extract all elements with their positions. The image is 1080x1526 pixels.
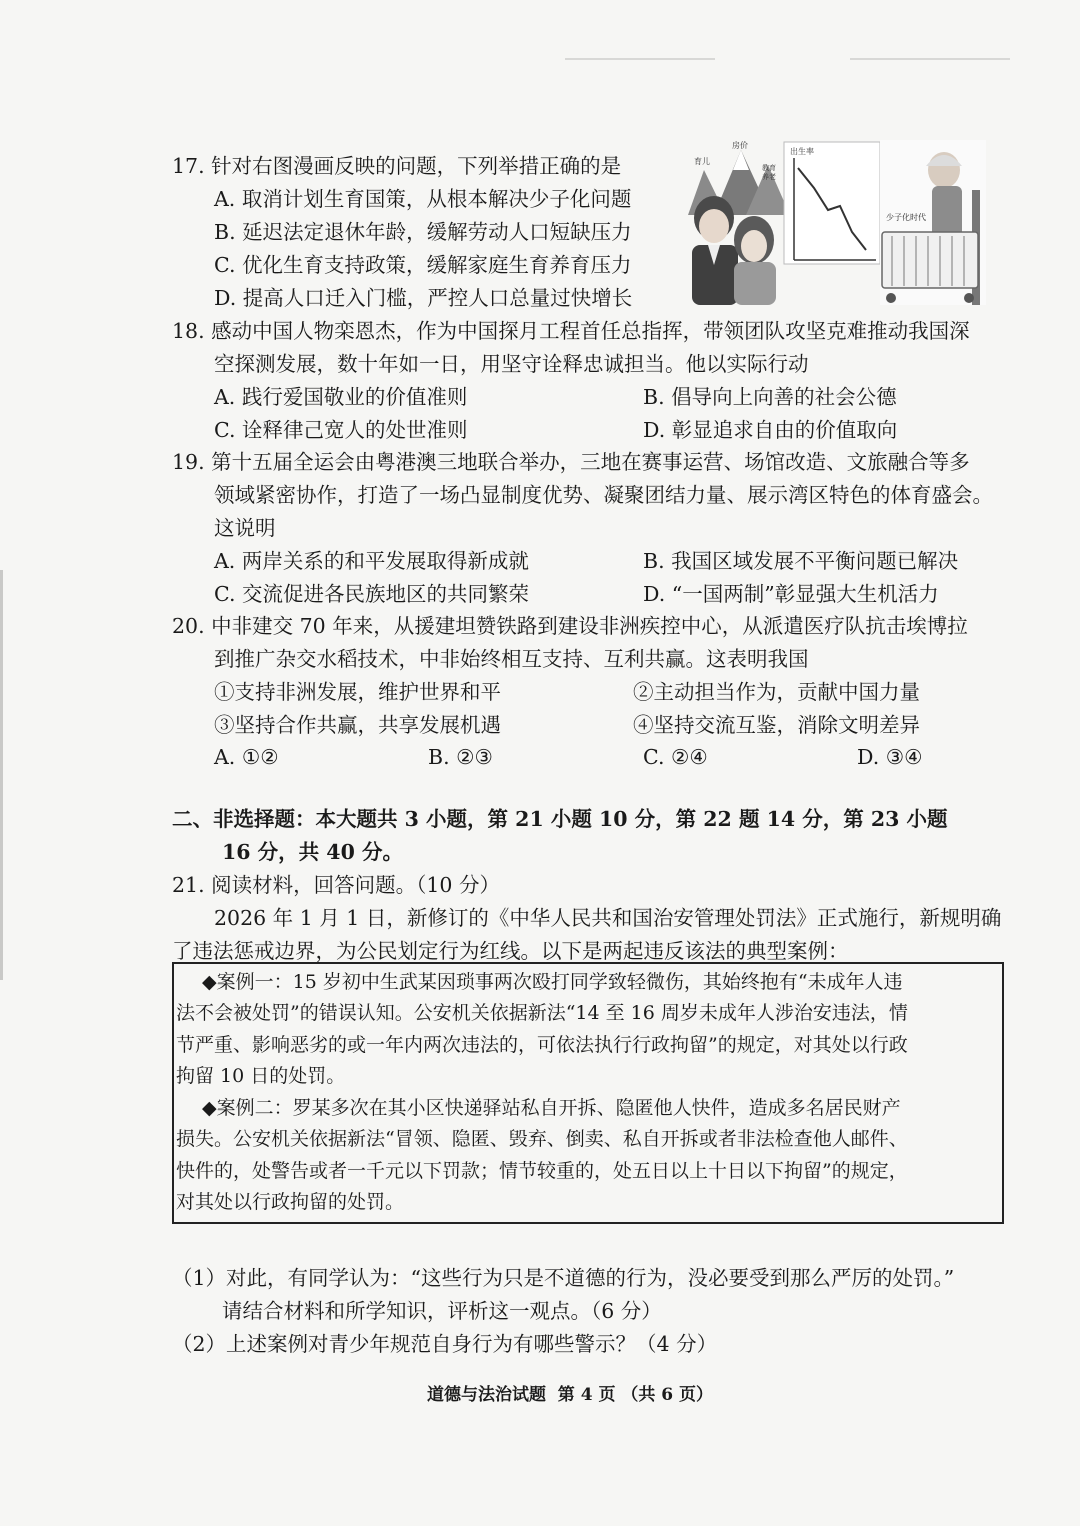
page-footer: 道德与法治试题 第 4 页 （共 6 页） (426, 1385, 714, 1405)
case2-line4: 对其处以行政拘留的处罚。 (176, 1191, 405, 1213)
q20-statement-4: ④坚持交流互鉴，消除文明差异 (633, 713, 920, 737)
q21-material-line1: 2026 年 1 月 1 日，新修订的《中华人民共和国治安管理处罚法》正式施行，新规明确 (214, 906, 1002, 930)
q18-option-a: A. 践行爱国敬业的价值准则 (214, 385, 468, 409)
cartoon-label-childcare: 育儿 (694, 157, 710, 166)
q20-line1: 20. 中非建交 70 年来，从援建坦赞铁路到建设非洲疾控中心，从派遣医疗队抗击埃博拉 (172, 614, 968, 638)
crib-wheel (886, 293, 896, 303)
era-label: 少子化时代 (886, 213, 926, 222)
woman-body (734, 262, 776, 305)
q20-option-b: B. ②③ (428, 745, 493, 769)
case1-line4: 拘留 10 日的处罚。 (176, 1065, 346, 1087)
case2-line3: 快件的，处警告或者一千元以下罚款；情节较重的，处五日以上十日以下拘留”的规定， (176, 1160, 908, 1182)
q18-line2: 空探测发展，数十年如一日，用坚守诠释忠诚担当。他以实际行动 (214, 352, 809, 376)
man-face (699, 209, 729, 243)
cartoon-label-housing: 房价 (732, 141, 748, 150)
q20-statement-2: ②主动担当作为，贡献中国力量 (633, 680, 920, 704)
q17-option-a: A. 取消计划生育国策，从根本解决少子化问题 (214, 187, 632, 211)
cartoon-label-education: 教育 (762, 165, 776, 172)
case2-line1: ◆案例二：罗某多次在其小区快递驿站私自开拆、隐匿他人快件，造成多名居民财产 (202, 1097, 901, 1119)
section2-heading-line1: 二、非选择题：本大题共 3 小题，第 21 小题 10 分，第 22 题 14 分，第 23 小题 (172, 807, 948, 831)
page-edge-shadow (0, 570, 3, 980)
q17-option-d: D. 提高人口迁入门槛，严控人口总量过快增长 (214, 286, 633, 310)
chart-panel (784, 142, 880, 264)
q17-option-c: C. 优化生育支持政策，缓解家庭生育养育压力 (214, 253, 632, 277)
q20-option-c: C. ②④ (643, 745, 708, 769)
q20-statement-3: ③坚持合作共赢，共享发展机遇 (214, 713, 501, 737)
q19-option-c: C. 交流促进各民族地区的共同繁荣 (214, 582, 529, 606)
case-box (172, 962, 1004, 1224)
q21-stem: 21. 阅读材料，回答问题。（10 分） (172, 873, 500, 897)
crib-wheel (964, 293, 974, 303)
q17-cartoon (686, 140, 986, 305)
section2-heading-line2: 16 分，共 40 分。 (222, 840, 403, 864)
top-divider-left (565, 58, 715, 60)
q18-option-c: C. 诠释律己宽人的处世准则 (214, 418, 468, 442)
q19-line1: 19. 第十五届全运会由粤港澳三地联合举办，三地在赛事运营、场馆改造、文旅融合等多 (172, 450, 970, 474)
q21-sub2: （2）上述案例对青少年规范自身行为有哪些警示？（4 分） (172, 1332, 718, 1356)
q19-option-b: B. 我国区域发展不平衡问题已解决 (643, 549, 959, 573)
q20-statement-1: ①支持非洲发展，维护世界和平 (214, 680, 501, 704)
chart-label: 出生率 (790, 147, 814, 156)
cartoon-illustration (686, 140, 986, 305)
q20-option-d: D. ③④ (857, 745, 923, 769)
case1-line1: ◆案例一：15 岁初中生武某因琐事两次殴打同学致轻微伤，其始终抱有“未成年人违 (202, 971, 903, 993)
q19-option-a: A. 两岸关系的和平发展取得新成就 (214, 549, 529, 573)
q20-option-a: A. ①② (214, 745, 279, 769)
case1-line2: 法不会被处罚”的错误认知。公安机关依据新法“14 至 16 周岁未成年人涉治安违法，情 (176, 1002, 908, 1024)
mountain-snow (733, 150, 749, 170)
q18-option-d: D. 彰显追求自由的价值取向 (643, 418, 898, 442)
q20-line2: 到推广杂交水稻技术，中非始终相互支持、互利共赢。这表明我国 (214, 647, 809, 671)
q18-option-b: B. 倡导向上向善的社会公德 (643, 385, 897, 409)
cartoon-label-elderly: 养老 (762, 174, 776, 181)
case1-line3: 节严重、影响恶劣的或一年内两次违法的，可依法执行行政拘留”的规定，对其处以行政 (176, 1034, 908, 1056)
q21-sub1-line2: 请结合材料和所学知识，评析这一观点。（6 分） (222, 1299, 662, 1323)
woman-face (741, 230, 767, 262)
q21-sub1-line1: （1）对此，有同学认为：“这些行为只是不道德的行为，没必要受到那么严厉的处罚。” (172, 1266, 955, 1290)
q21-material-line2: 了违法惩戒边界，为公民划定行为红线。以下是两起违反该法的典型案例： (172, 939, 849, 963)
q17-stem: 17. 针对右图漫画反映的问题，下列举措正确的是 (172, 154, 622, 178)
q19-option-d: D. “一国两制”彰显强大生机活力 (643, 582, 939, 606)
q18-line1: 18. 感动中国人物栾恩杰，作为中国探月工程首任总指挥，带领团队攻坚克难推动我国深 (172, 319, 970, 343)
q19-line2: 领域紧密协作，打造了一场凸显制度优势、凝聚团结力量、展示湾区特色的体育盛会。 (214, 483, 993, 507)
q17-option-b: B. 延迟法定退休年龄，缓解劳动人口短缺压力 (214, 220, 632, 244)
case2-line2: 损失。公安机关依据新法“冒领、隐匿、毁弃、倒卖、私自开拆或者非法检查他人邮件、 (176, 1128, 908, 1150)
top-divider-right (850, 58, 1010, 60)
q19-line3: 这说明 (214, 516, 276, 540)
